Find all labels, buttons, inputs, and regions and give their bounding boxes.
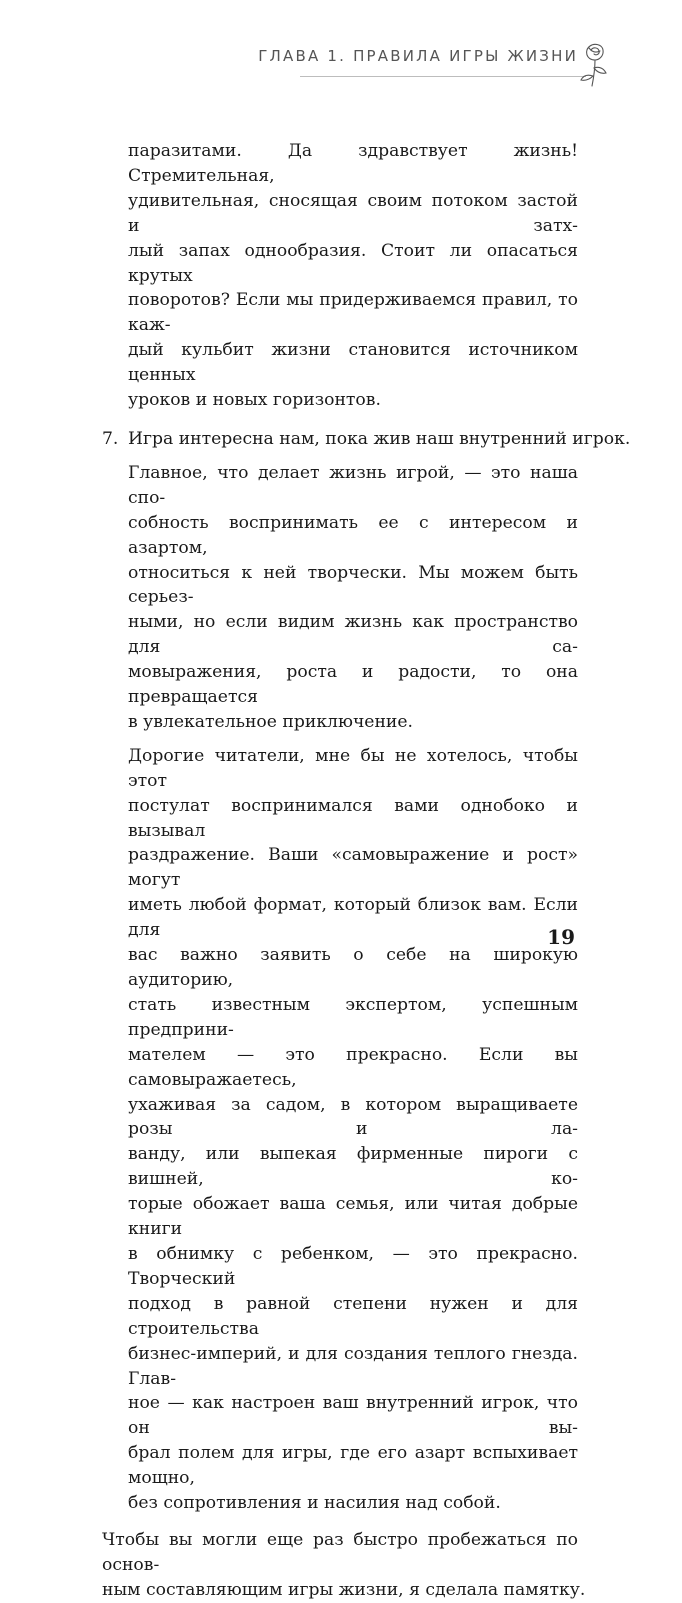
text-line: дый кульбит жизни становится источником ценных <box>128 340 578 386</box>
header-rule <box>300 76 586 77</box>
page-number: 19 <box>547 925 575 949</box>
text-line: ное — как настроен ваш внутренний игрок, что он вы- <box>128 1393 578 1439</box>
closing-paragraph <box>102 1528 586 1603</box>
text-line: постулат воспринимался вами однобоко и вызывал <box>128 795 578 841</box>
running-head: ГЛАВА 1. ПРАВИЛА ИГРЫ ЖИЗНИ <box>258 47 578 65</box>
text-line: брал полем для игры, где его азарт вспыхивает мощно, <box>128 1443 578 1489</box>
text-line: Чтобы вы могли еще раз быстро пробежаться по основ- <box>102 1529 578 1575</box>
text-line: иметь любой формат, который близок вам. Если для <box>128 895 578 941</box>
body-text <box>102 139 631 1603</box>
text-line: уроков и новых горизонтов. <box>128 390 381 411</box>
text-line: торые обожает ваша семья, или читая добрые книги <box>128 1194 578 1240</box>
text-line: в увлекательное приключение. <box>128 711 414 732</box>
text-line: мовыражения, роста и радости, то она превращается <box>128 662 578 708</box>
text-line: мателем — это прекрасно. Если вы самовыражаетесь, <box>128 1044 578 1090</box>
text-line: ухаживая за садом, в котором выращиваете розы и ла- <box>128 1094 578 1140</box>
text-line: собность воспринимать ее с интересом и азартом, <box>128 512 578 558</box>
list-number: 7. <box>102 428 119 449</box>
text-line: ванду, или выпекая фирменные пироги с вишней, ко- <box>128 1144 578 1190</box>
paragraph-continued <box>128 139 578 413</box>
text-line: без сопротивления и насилия над собой. <box>128 1493 501 1514</box>
text-line: Дорогие читатели, мне бы не хотелось, чтобы этот <box>128 745 578 791</box>
text-line: раздражение. Ваши «самовыражение и рост» могут <box>128 845 578 891</box>
text-line: стать известным экспертом, успешным предприни- <box>128 994 578 1040</box>
text-line: относиться к ней творчески. Мы можем быть серьез- <box>128 562 578 608</box>
paragraph-1 <box>128 461 578 735</box>
text-line: подход в равной степени нужен и для строительства <box>128 1293 578 1339</box>
text-line: в обнимку с ребенком, — это прекрасно. Творческий <box>128 1243 578 1289</box>
list-item-7 <box>102 427 631 1516</box>
text-line: Главное, что делает жизнь игрой, — это наша спо- <box>128 462 578 508</box>
text-line: паразитами. Да здравствует жизнь! Стремительная, <box>128 141 578 186</box>
text-line: ными, но если видим жизнь как пространство для са- <box>128 612 578 658</box>
text-line: удивительная, сносящая своим потоком застой и затх- <box>128 190 578 236</box>
text-line: поворотов? Если мы придерживаемся правил, то каж- <box>128 290 578 336</box>
rose-icon <box>572 38 618 90</box>
text-line: бизнес-империй, и для создания теплого гнезда. Глав- <box>128 1343 578 1389</box>
list-heading: Игра интересна нам, пока жив наш внутренний игрок. <box>128 428 631 449</box>
text-line: ным составляющим игры жизни, я сделала памятку. <box>102 1579 586 1600</box>
paragraph-2 <box>128 744 578 1516</box>
text-line: лый запах однообразия. Стоит ли опасаться крутых <box>128 240 578 286</box>
text-line: вас важно заявить о себе на широкую аудиторию, <box>128 945 578 990</box>
